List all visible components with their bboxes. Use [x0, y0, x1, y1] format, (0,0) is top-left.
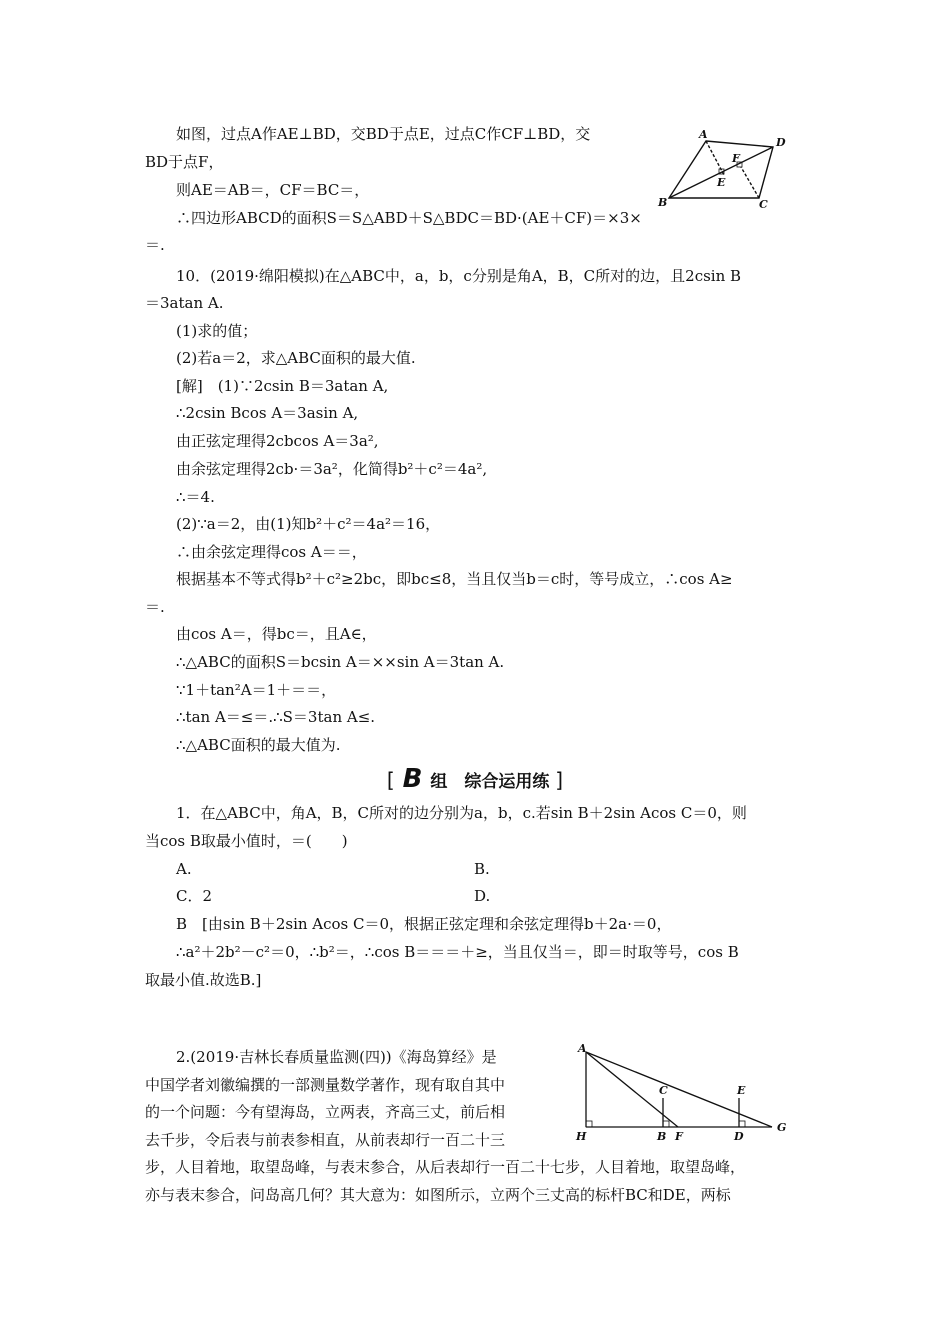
- q1-line-2: 当cos B取最小值时，＝( ): [145, 832, 348, 850]
- q2-line-2: 中国学者刘徽编撰的一部测量数学著作，现有取自其中: [145, 1076, 506, 1094]
- q1-answer-line-3: 取最小值.故选B.]: [145, 971, 262, 989]
- p10-line-13: ＝.: [145, 598, 165, 616]
- p10-line-9: ∴＝4.: [176, 488, 215, 506]
- q1-option-c: C．2: [176, 887, 213, 905]
- parallelogram-figure: [655, 126, 805, 211]
- p10-line-6: ∴2csin Bcos A＝3asin A,: [176, 404, 359, 422]
- q2-line-5: 步，人目着地，取望岛峰，与表末参合，从后表却行一百二十七步，人目着地，取望岛峰，: [145, 1158, 746, 1176]
- block1-line-1: 如图，过点A作AE⊥BD，交BD于点E，过点C作CF⊥BD，交: [176, 125, 591, 143]
- section-letter: B: [402, 764, 423, 794]
- label-E: E: [737, 1084, 746, 1097]
- p10-line-3: (1)求的值；: [176, 322, 258, 340]
- label-C: C: [659, 1084, 668, 1097]
- block1-line-2: BD于点F，: [145, 153, 224, 171]
- block1-line-3: 则AE＝AB＝，CF＝BC＝，: [176, 181, 370, 199]
- label-D: D: [734, 1130, 744, 1142]
- label-E: E: [717, 176, 726, 189]
- block1-line-4: ∴四边形ABCD的面积S＝S△ABD＋S△BDC＝BD·(AE＋CF)＝×3×: [176, 209, 642, 227]
- p10-line-10: (2)∵a＝2，由(1)知b²＋c²＝4a²＝16，: [176, 515, 441, 533]
- section-heading: [0, 764, 950, 794]
- p10-line-5: [解] (1)∵2csin B＝3atan A,: [176, 377, 389, 395]
- p10-line-18: ∴△ABC面积的最大值为.: [176, 736, 341, 754]
- section-title: 组 综合运用练: [430, 772, 550, 792]
- p10-line-8: 由余弦定理得2cb·＝3a²，化简得b²＋c²＝4a²,: [176, 460, 488, 478]
- label-F: F: [732, 152, 740, 165]
- label-B: B: [658, 196, 668, 209]
- label-D: D: [776, 136, 786, 149]
- q1-option-b: B.: [474, 860, 490, 878]
- label-F: F: [675, 1130, 683, 1142]
- q2-line-4: 去千步，令后表与前表参相直，从前表却行一百二十三: [145, 1131, 506, 1149]
- label-A: A: [699, 128, 708, 141]
- p10-line-2: ＝3atan A.: [145, 294, 224, 312]
- p10-line-12: 根据基本不等式得b²＋c²≥2bc，即bc≤8，当且仅当b＝c时，等号成立，∴cos A≥: [176, 570, 733, 588]
- p10-line-4: (2)若a＝2，求△ABC面积的最大值.: [176, 349, 416, 367]
- p10-line-16: ∵1＋tan²A＝1＋＝＝，: [176, 681, 337, 699]
- q1-line-1: 1．在△ABC中，角A，B，C所对的边分别为a，b，c.若sin B＋2sin Acos C＝0，则: [176, 804, 747, 822]
- block1-line-5: ＝.: [145, 236, 165, 254]
- p10-line-1: 10．(2019·绵阳模拟)在△ABC中，a，b，c分别是角A，B，C所对的边，且2csin B: [176, 267, 742, 285]
- section-bracket-open: [: [386, 768, 395, 792]
- island-survey-figure: [572, 1042, 792, 1142]
- p10-line-14: 由cos A＝，得bc＝，且A∈，: [176, 625, 377, 643]
- p10-line-17: ∴tan A＝≤＝.∴S＝3tan A≤.: [176, 708, 376, 726]
- section-bracket-close: ]: [555, 768, 564, 792]
- p10-line-11: ∴由余弦定理得cos A＝＝，: [176, 543, 367, 561]
- q1-option-d: D.: [474, 887, 491, 905]
- label-G: G: [777, 1121, 787, 1134]
- label-C: C: [759, 198, 768, 211]
- q1-option-a: A.: [176, 860, 192, 878]
- label-A: A: [578, 1042, 587, 1055]
- q2-line-3: 的一个问题：今有望海岛，立两表，齐高三丈，前后相: [145, 1103, 506, 1121]
- label-H: H: [576, 1130, 587, 1142]
- q1-answer-line-1: B [由sin B＋2sin Acos C＝0，根据正弦定理和余弦定理得b＋2a·＝0，: [176, 915, 672, 933]
- q2-line-6: 亦与表末参合，问岛高几何？其大意为：如图所示，立两个三丈高的标杆BC和DE，两标: [145, 1186, 731, 1204]
- p10-line-15: ∴△ABC的面积S＝bcsin A＝××sin A＝3tan A.: [176, 653, 505, 671]
- q1-answer-line-2: ∴a²＋2b²－c²＝0，∴b²＝，∴cos B＝＝＝＋≥，当且仅当＝，即＝时取等号，cos B: [176, 943, 739, 961]
- p10-line-7: 由正弦定理得2cbcos A＝3a²,: [176, 432, 379, 450]
- q2-line-1: 2.(2019·吉林长春质量监测(四))《海岛算经》是: [176, 1048, 497, 1066]
- label-B: B: [657, 1130, 667, 1142]
